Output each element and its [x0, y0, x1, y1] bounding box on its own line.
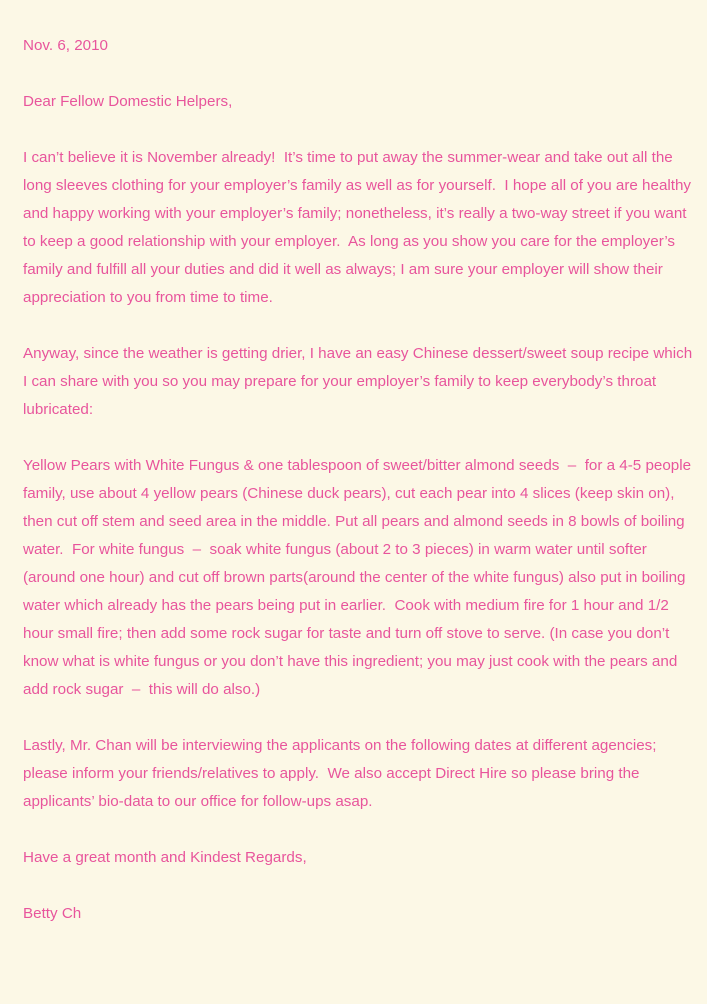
letter-signature: Betty Ch — [23, 905, 82, 922]
paragraph-interviews: Lastly, Mr. Chan will be interviewing the applicants on the following dates at different agencies; please inform your friends/relatives to apply. We also accept Direct Hire so please bring the applicants’ bio-data to our office for follow-ups asap. — [23, 737, 661, 810]
letter-closing: Have a great month and Kindest Regards, — [23, 849, 307, 866]
paragraph-recipe: Yellow Pears with White Fungus & one tablespoon of sweet/bitter almond seeds – for a 4-5 people family, use about 4 yellow pears (Chinese duck pears), cut each pear into 4 slices (keep skin on), then cut off stem and seed area in the middle. Put all pears and almond seeds in 8 bowls of boiling water. For white fungus – soak white fungus (about 2 to 3 pieces) in warm water until softer (around one hour) and cut off brown parts(around the center of the white fungus) also put in boiling water which already has the pears being put in earlier. Cook with medium fire for 1 hour and 1/2 hour small fire; then add some rock sugar for taste and turn off stove to serve. (In case you don’t know what is white fungus or you don’t have this ingredient; you may just cook with the pears and add rock sugar – this will do also.) — [23, 457, 696, 698]
letter-salutation: Dear Fellow Domestic Helpers, — [23, 93, 233, 110]
paragraph-greeting: I can’t believe it is November already! It’s time to put away the summer-wear and take out all the long sleeves clothing for your employer’s family as well as for yourself. I hope all of you are healthy and happy working with your employer’s family; nonetheless, it’s really a two-way street if you want to keep a good relationship with your employer. As long as you show you care for the employer’s family and fulfill all your duties and did it well as always; I am sure your employer will show their appreciation to you from time to time. — [23, 149, 696, 306]
letter-body — [23, 32, 695, 956]
letter-date: Nov. 6, 2010 — [23, 37, 108, 54]
paragraph-recipe-intro: Anyway, since the weather is getting drier, I have an easy Chinese dessert/sweet soup recipe which I can share with you so you may prepare for your employer’s family to keep everybody’s throat lubricated: — [23, 345, 697, 418]
